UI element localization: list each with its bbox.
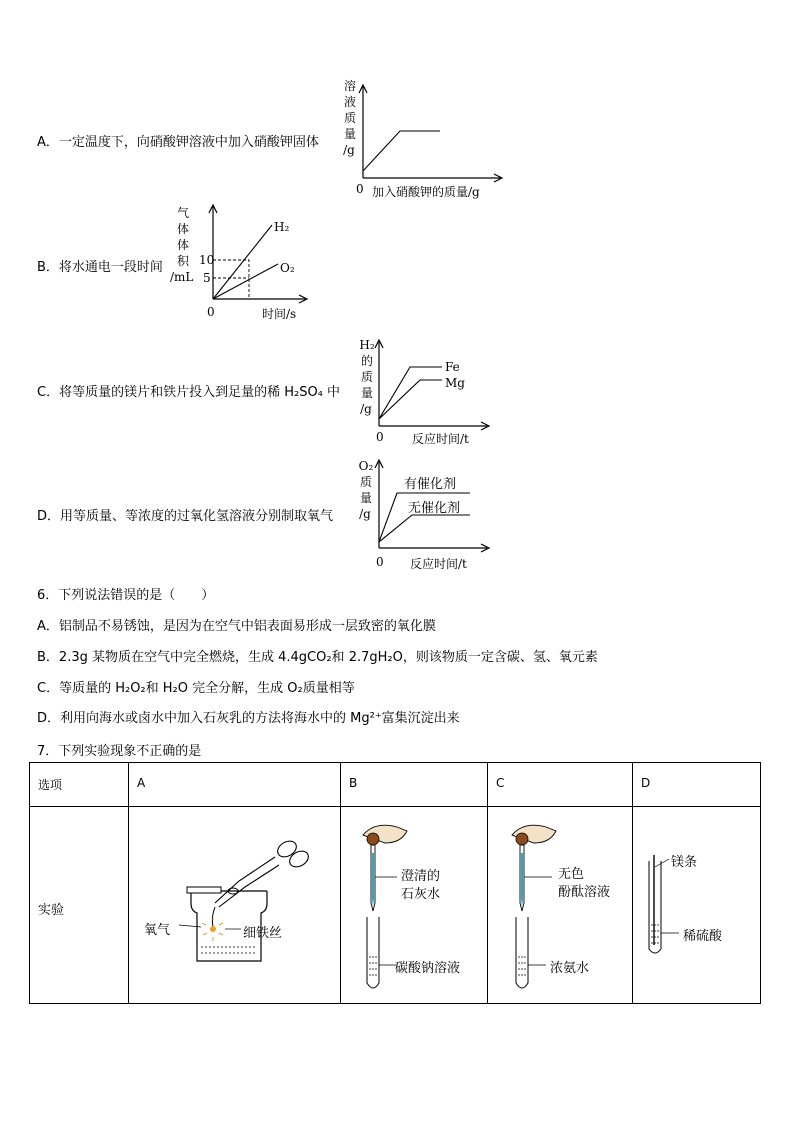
- exp-b-tube-label: 碳酸钠溶液: [395, 961, 461, 976]
- graph-a-xlabel: 加入硝酸钾的质量/g: [372, 185, 480, 199]
- graph-b-o2-label: O₂: [280, 261, 295, 275]
- graph-a-ylabel: 溶 液 质 量 /g: [343, 79, 356, 157]
- graph-b-tick-5: 5: [203, 271, 211, 285]
- graph-b-h2-label: H₂: [274, 220, 290, 234]
- exp-c-tube-label: 浓氨水: [550, 961, 590, 976]
- graph-a-line: [363, 131, 440, 171]
- graph-d-nocatalyst-line: [379, 515, 470, 542]
- graph-d-xlabel: 反应时间/t: [410, 557, 467, 571]
- graph-c-fe-line: [379, 367, 442, 419]
- exp-c-reagent-label-1: 无色: [558, 867, 585, 882]
- exp-b-cell: [341, 807, 488, 1004]
- exp-a-cell: [129, 807, 341, 1004]
- header-cell-b: B: [341, 763, 488, 807]
- graph-d-catalyst-label: 有催化剂: [404, 477, 457, 492]
- option-a-text: A．一定温度下，向硝酸钾溶液中加入硝酸钾固体: [37, 135, 319, 150]
- graph-b-ylabel: 气 体 体 积 /mL: [170, 206, 194, 284]
- row-label: 实验: [38, 903, 65, 918]
- q6-option-a: A．铝制品不易锈蚀，是因为在空气中铝表面易形成一层致密的氧化膜: [37, 619, 436, 634]
- row-label-cell: [30, 807, 129, 1004]
- graph-c-ylabel: H₂ 的 质 量 /g: [359, 338, 375, 416]
- q7-stem: 7．下列实验现象不正确的是: [37, 744, 202, 759]
- graph-c-plot: [372, 340, 492, 430]
- exp-a-illustration: [129, 807, 340, 1003]
- option-b-text: B．将水通电一段时间: [37, 260, 163, 275]
- header-cell-c: C: [488, 763, 633, 807]
- graph-d-nocatalyst-label: 无催化剂: [408, 501, 461, 516]
- exp-b-reagent-label-2: 石灰水: [401, 887, 441, 902]
- experiment-table: [29, 762, 761, 1004]
- graph-c-origin: 0: [376, 430, 384, 444]
- graph-c-fe-label: Fe: [445, 360, 460, 374]
- option-d-text: D．用等质量、等浓度的过氧化氢溶液分别制取氧气: [37, 509, 334, 524]
- exp-a-oxygen-label: 氧气: [144, 923, 171, 938]
- graph-a-origin: 0: [356, 182, 364, 196]
- header-cell-a: A: [129, 763, 341, 807]
- exp-d-strip-label: 镁条: [671, 855, 698, 870]
- graph-b-tick-10: 10: [199, 253, 215, 267]
- q6-stem: 6．下列说法错误的是（ ）: [37, 588, 215, 603]
- graph-c-xlabel: 反应时间/t: [412, 432, 469, 446]
- exp-d-illustration: [633, 807, 760, 1003]
- exp-b-reagent-label-1: 澄清的: [401, 869, 441, 884]
- header-cell-option: 选项: [30, 763, 129, 807]
- graph-c-mg-line: [379, 380, 442, 419]
- q6-option-c: C．等质量的 H₂O₂和 H₂O 完全分解，生成 O₂质量相等: [37, 681, 355, 696]
- exp-d-cell: [633, 807, 761, 1004]
- exp-c-cell: [488, 807, 633, 1004]
- graph-d-origin: 0: [376, 555, 384, 569]
- exp-a-wire-label: 细铁丝: [243, 926, 283, 941]
- graph-b-o2-line: [213, 264, 278, 299]
- exp-d-acid-label: 稀硫酸: [683, 929, 723, 944]
- q6-option-d: D．利用向海水或卤水中加入石灰乳的方法将海水中的 Mg²⁺富集沉淀出来: [37, 711, 460, 726]
- graph-a-plot: [355, 85, 505, 185]
- graph-b-xlabel: 时间/s: [262, 307, 297, 321]
- graph-b-plot: [205, 205, 315, 305]
- graph-b-h2-line: [213, 225, 272, 299]
- graph-b-origin: 0: [207, 305, 215, 319]
- exp-c-reagent-label-2: 酚酞溶液: [558, 885, 611, 900]
- graph-c-mg-label: Mg: [445, 376, 465, 390]
- graph-d-ylabel: O₂ 质 量 /g: [358, 459, 374, 521]
- q6-option-b: B．2.3g 某物质在空气中完全燃烧，生成 4.4gCO₂和 2.7gH₂O，则该物质一定含碳、氢、氧元素: [37, 650, 598, 665]
- option-c-text: C．将等质量的镁片和铁片投入到足量的稀 H₂SO₄ 中: [37, 385, 341, 400]
- header-cell-d: D: [633, 763, 761, 807]
